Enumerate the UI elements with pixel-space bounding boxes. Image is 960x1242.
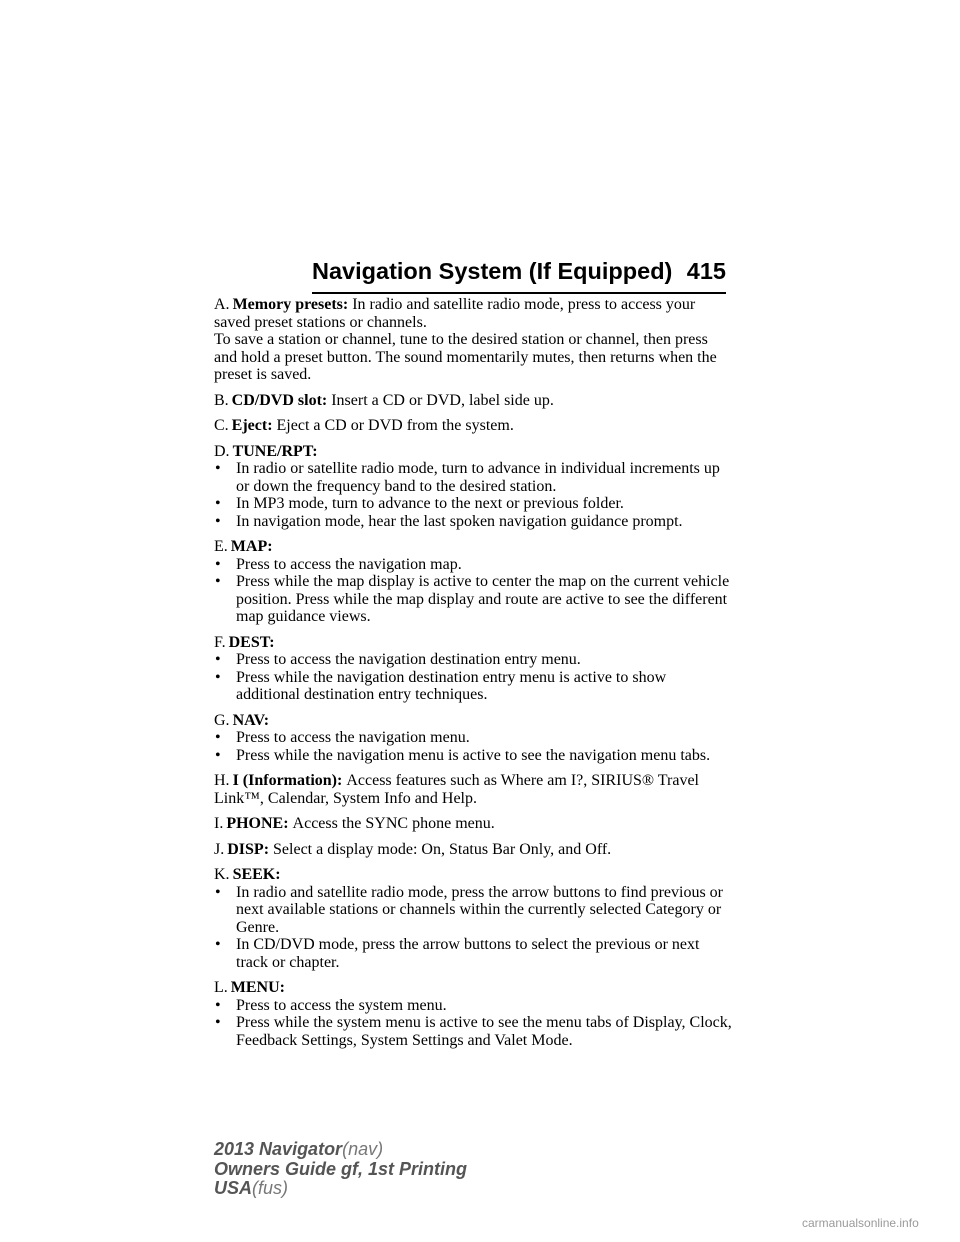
page-number: 415 <box>686 258 726 284</box>
control-descriptions <box>214 296 734 1057</box>
bullet-icon: • <box>215 729 221 746</box>
control-item <box>214 392 734 410</box>
control-name: I (Information): <box>232 772 343 789</box>
bullet-icon: • <box>215 512 221 530</box>
bullet-text: Press to access the navigation map. <box>236 555 462 573</box>
control-item <box>214 634 734 704</box>
control-letter: H. <box>214 772 230 789</box>
footer-model-code: (nav) <box>342 1139 384 1159</box>
control-letter: F. <box>214 633 226 651</box>
bullet-icon: • <box>215 883 221 901</box>
control-description: Eject a CD or DVD from the system. <box>276 417 514 434</box>
control-name: TUNE/RPT: <box>232 442 318 460</box>
control-item-line <box>214 772 734 807</box>
bullet-list <box>214 651 734 704</box>
bullet-item <box>214 573 734 626</box>
page-title: Navigation System (If Equipped) <box>312 258 673 284</box>
control-item-line <box>214 712 734 730</box>
bullet-item <box>214 1014 734 1049</box>
control-item <box>214 866 734 971</box>
control-letter: I. <box>214 815 224 832</box>
footer-guide: Owners Guide gf, 1st Printing <box>214 1158 468 1179</box>
bullet-icon: • <box>215 460 221 477</box>
bullet-text: Press to access the navigation destination entry menu. <box>236 651 581 668</box>
bullet-icon: • <box>215 668 221 686</box>
control-item-line <box>214 443 734 461</box>
bullet-item <box>214 651 734 669</box>
control-name: PHONE: <box>226 815 289 832</box>
bullet-icon: • <box>215 555 221 573</box>
control-letter: G. <box>214 711 230 729</box>
footer-market-code: (fus) <box>252 1178 289 1198</box>
bullet-item <box>214 669 734 704</box>
bullet-icon: • <box>215 1014 221 1031</box>
footer-line-2 <box>214 1160 467 1180</box>
control-item-line <box>214 841 734 859</box>
control-letter: E. <box>214 538 228 555</box>
control-item-line <box>214 538 734 556</box>
control-name: CD/DVD slot: <box>231 391 328 409</box>
control-item <box>214 979 734 1049</box>
bullet-item <box>214 747 734 765</box>
control-item-line <box>214 296 734 331</box>
bullet-text: Press to access the system menu. <box>236 996 447 1014</box>
page-header <box>312 258 726 298</box>
footer-line-1 <box>214 1140 467 1160</box>
bullet-item <box>214 729 734 747</box>
control-name: Eject: <box>231 417 273 434</box>
control-item-line <box>214 979 734 997</box>
control-item-line <box>214 866 734 884</box>
bullet-icon: • <box>215 936 221 953</box>
bullet-text: Press while the system menu is active to see the menu tabs of Display, Clock, Feedback Settings, System Settings and Valet Mode. <box>236 1014 732 1049</box>
control-name: DISP: <box>227 840 270 858</box>
watermark[interactable]: carmanualsonline.info <box>802 1216 919 1230</box>
control-name: NAV: <box>232 711 270 729</box>
control-letter: K. <box>214 866 230 883</box>
bullet-icon: • <box>215 996 221 1014</box>
bullet-text: Press while the navigation menu is active to see the navigation menu tabs. <box>236 746 711 764</box>
footer-model: 2013 Navigator <box>214 1139 343 1159</box>
control-description: Access the SYNC phone menu. <box>292 815 495 832</box>
control-item-line <box>214 392 734 410</box>
control-letter: A. <box>214 296 230 313</box>
bullet-text: In MP3 mode, turn to advance to the next or previous folder. <box>236 495 624 512</box>
page-footer <box>214 1140 467 1199</box>
bullet-icon: • <box>215 651 221 668</box>
control-description: Access features such as Where am I?, SIRIUS® Travel Link™, Calendar, System Info and Help. <box>214 772 699 807</box>
bullet-item <box>214 936 734 971</box>
bullet-text: In radio or satellite radio mode, turn to advance in individual increments up or down the frequency band to the desired station. <box>236 460 720 495</box>
footer-line-3 <box>214 1179 467 1199</box>
bullet-list <box>214 997 734 1050</box>
control-item <box>214 296 734 384</box>
control-name: MAP: <box>230 538 273 555</box>
bullet-text: In radio and satellite radio mode, press the arrow buttons to find previous or next available stations or channels within the currently selected Category or Genre. <box>236 883 723 936</box>
control-item <box>214 443 734 531</box>
control-item <box>214 841 734 859</box>
control-name: SEEK: <box>232 866 281 883</box>
bullet-text: Press while the navigation destination entry menu is active to show additional destination entry techniques. <box>236 668 667 703</box>
control-item <box>214 815 734 833</box>
control-name: Memory presets: <box>232 296 349 313</box>
control-letter: L. <box>214 979 228 996</box>
bullet-list <box>214 460 734 530</box>
footer-market: USA <box>214 1178 253 1198</box>
control-description-extra: To save a station or channel, tune to the desired station or channel, then press and hold a preset button. The sound momentarily mutes, then returns when the preset is saved. <box>214 331 717 383</box>
control-item <box>214 417 734 435</box>
control-item <box>214 772 734 807</box>
control-description: Select a display mode: On, Status Bar Only, and Off. <box>273 840 612 858</box>
bullet-icon: • <box>215 573 221 590</box>
control-item-line <box>214 417 734 435</box>
bullet-item <box>214 513 734 531</box>
bullet-text: In CD/DVD mode, press the arrow buttons to select the previous or next track or chapter. <box>236 936 700 971</box>
control-item-line <box>214 815 734 833</box>
control-letter: D. <box>214 442 230 460</box>
bullet-item <box>214 556 734 574</box>
control-name: MENU: <box>230 979 285 996</box>
control-letter: J. <box>214 840 225 858</box>
bullet-icon: • <box>215 746 221 764</box>
control-description: In radio and satellite radio mode, press to access your saved preset stations or channels. <box>214 296 696 331</box>
bullet-text: Press while the map display is active to center the map on the current vehicle position. Press while the map display and route are active to see the different map guidance views. <box>236 573 730 625</box>
bullet-item <box>214 997 734 1015</box>
bullet-text: Press to access the navigation menu. <box>236 729 470 746</box>
bullet-list <box>214 729 734 764</box>
bullet-item <box>214 495 734 513</box>
control-description: Insert a CD or DVD, label side up. <box>331 391 554 409</box>
control-item <box>214 712 734 765</box>
control-item <box>214 538 734 626</box>
control-name: DEST: <box>228 633 275 651</box>
control-letter: B. <box>214 391 229 409</box>
bullet-list <box>214 884 734 972</box>
control-letter: C. <box>214 417 229 434</box>
bullet-icon: • <box>215 495 221 512</box>
bullet-item <box>214 884 734 937</box>
bullet-text: In navigation mode, hear the last spoken navigation guidance prompt. <box>236 512 683 530</box>
bullet-list <box>214 556 734 626</box>
bullet-item <box>214 460 734 495</box>
header-divider <box>312 292 726 294</box>
control-item-line <box>214 634 734 652</box>
